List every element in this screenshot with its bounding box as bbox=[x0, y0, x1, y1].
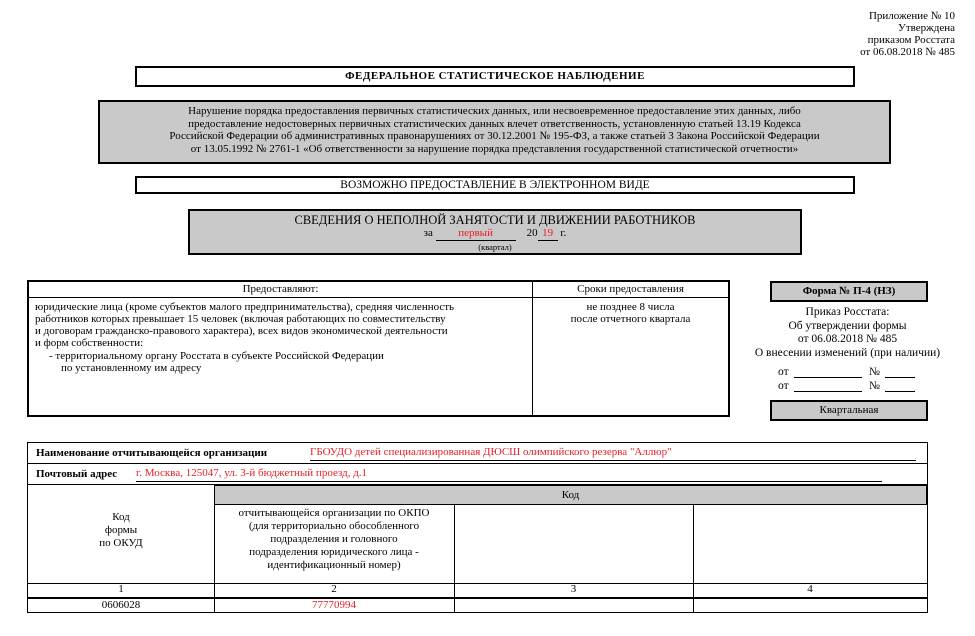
amendment-date-field[interactable] bbox=[794, 366, 862, 378]
annex-block bbox=[695, 10, 955, 58]
number-label: № bbox=[869, 380, 880, 392]
providers-recipient: - территориальному органу Росстата в субъекте Российской Федерации bbox=[49, 350, 384, 362]
annex-line-2: Утверждена bbox=[898, 22, 955, 34]
year-suffix: г. bbox=[560, 227, 567, 239]
column-number: 4 bbox=[807, 583, 813, 595]
providers-text: юридические лица (кроме субъектов малого предпринимательства), средняя численность bbox=[35, 301, 455, 313]
warning-line: Нарушение порядка предоставления первичных статистических данных, или несвоевременное предоставление этих данных, либо bbox=[188, 105, 801, 117]
okpo-label-line: подразделения и головного bbox=[270, 533, 398, 545]
quarter-field[interactable]: первый bbox=[436, 227, 516, 241]
organization-table bbox=[27, 442, 928, 613]
form-number: Форма № П-4 (НЗ) bbox=[770, 281, 928, 302]
address-field[interactable]: г. Москва, 125047, ул. 3-й бюджетный проезд, д.1 bbox=[136, 467, 882, 482]
providers-text: и форм собственности: bbox=[35, 337, 144, 349]
report-period bbox=[190, 227, 800, 241]
address-row bbox=[28, 464, 927, 484]
column-number: 2 bbox=[331, 583, 337, 595]
okud-label-line: по ОКУД bbox=[99, 537, 143, 549]
order-line: Об утверждении формы bbox=[788, 319, 907, 332]
amendment-number-field[interactable] bbox=[885, 366, 915, 378]
okud-label-line: формы bbox=[104, 524, 138, 536]
okud-code-field[interactable]: 0606028 bbox=[101, 599, 141, 611]
federal-title: ФЕДЕРАЛЬНОЕ СТАТИСТИЧЕСКОЕ НАБЛЮДЕНИЕ bbox=[135, 66, 855, 87]
okpo-label-line: подразделения юридического лица - bbox=[249, 546, 419, 558]
org-name-label: Наименование отчитывающейся организации bbox=[36, 447, 268, 459]
okpo-label-line: (для территориально обособленного bbox=[248, 520, 420, 532]
deadline-text: после отчетного квартала bbox=[570, 313, 691, 325]
column-number: 1 bbox=[118, 583, 124, 595]
providers-recipient: по установленному им адресу bbox=[61, 362, 202, 374]
amendment-fields bbox=[740, 366, 955, 396]
amendment-row bbox=[740, 380, 955, 393]
address-label: Почтовый адрес bbox=[36, 468, 118, 480]
electronic-notice: ВОЗМОЖНО ПРЕДОСТАВЛЕНИЕ В ЭЛЕКТРОННОМ ВИДЕ bbox=[135, 176, 855, 194]
year-prefix: 20 bbox=[526, 227, 538, 239]
okud-label-line: Код bbox=[112, 511, 130, 523]
warning-line: Российской Федерации об административных правонарушениях от 30.12.2001 № 195-ФЗ, а также статьей 3 Закона Российской Федерации bbox=[169, 130, 820, 142]
deadline-body bbox=[533, 298, 728, 325]
order-block bbox=[740, 306, 955, 360]
code-column-3-field[interactable] bbox=[454, 598, 693, 612]
quarter-caption: (квартал) bbox=[478, 242, 512, 252]
warning-box bbox=[98, 100, 891, 164]
providers-text: и договорам гражданско-правового характера), всех видов экономической деятельности bbox=[35, 325, 448, 337]
okpo-label-line: отчитывающейся организации по ОКПО bbox=[238, 507, 430, 519]
deadline-header: Сроки предоставления bbox=[533, 282, 728, 298]
okpo-code-field[interactable]: 77770994 bbox=[312, 599, 356, 611]
periodicity-box: Квартальная bbox=[770, 400, 928, 421]
amendment-date-field[interactable] bbox=[794, 380, 862, 392]
period-for-label: за bbox=[423, 227, 433, 239]
code-header: Код bbox=[214, 485, 927, 505]
annex-line-3: приказом Росстата bbox=[867, 34, 955, 46]
from-label: от bbox=[778, 366, 789, 378]
amendment-number-field[interactable] bbox=[885, 380, 915, 392]
org-name-row bbox=[28, 443, 927, 464]
amendment-row bbox=[740, 366, 955, 379]
providers-header: Предоставляют: bbox=[29, 282, 533, 298]
year-field[interactable]: 19 bbox=[538, 227, 558, 241]
order-line: Приказ Росстата: bbox=[805, 306, 890, 318]
providers-text: работников которых превышает 15 человек (включая работающих по совместительству bbox=[35, 313, 446, 325]
order-line: от 06.08.2018 № 485 bbox=[797, 333, 898, 345]
number-label: № bbox=[869, 366, 880, 378]
org-name-field[interactable]: ГБОУДО детей специализированная ДЮСШ олимпийского резерва "Аллюр" bbox=[310, 446, 916, 461]
deadline-text: не позднее 8 числа bbox=[586, 301, 675, 313]
order-line: О внесении изменений (при наличии) bbox=[754, 346, 941, 359]
annex-line-4: от 06.08.2018 № 485 bbox=[860, 46, 955, 58]
okpo-label-line: идентификационный номер) bbox=[267, 559, 401, 571]
code-column-4-field[interactable] bbox=[693, 598, 927, 612]
report-title-box bbox=[188, 209, 802, 255]
report-title: СВЕДЕНИЯ О НЕПОЛНОЙ ЗАНЯТОСТИ И ДВИЖЕНИИ РАБОТНИКОВ bbox=[294, 213, 696, 227]
warning-line: предоставление недостоверных первичных статистических данных влечет ответственность, установленную статьей 13.19 Кодекса bbox=[188, 117, 801, 130]
warning-line: от 13.05.1992 № 2761-1 «Об ответственности за нарушение порядка представления государственной статистической отчетности» bbox=[190, 142, 799, 155]
from-label: от bbox=[778, 380, 789, 392]
column-number: 3 bbox=[570, 583, 577, 595]
annex-line-1: Приложение № 10 bbox=[868, 10, 955, 22]
providers-table bbox=[27, 280, 730, 417]
okpo-label bbox=[214, 507, 454, 572]
providers-body bbox=[29, 298, 533, 415]
okud-label bbox=[28, 511, 214, 550]
